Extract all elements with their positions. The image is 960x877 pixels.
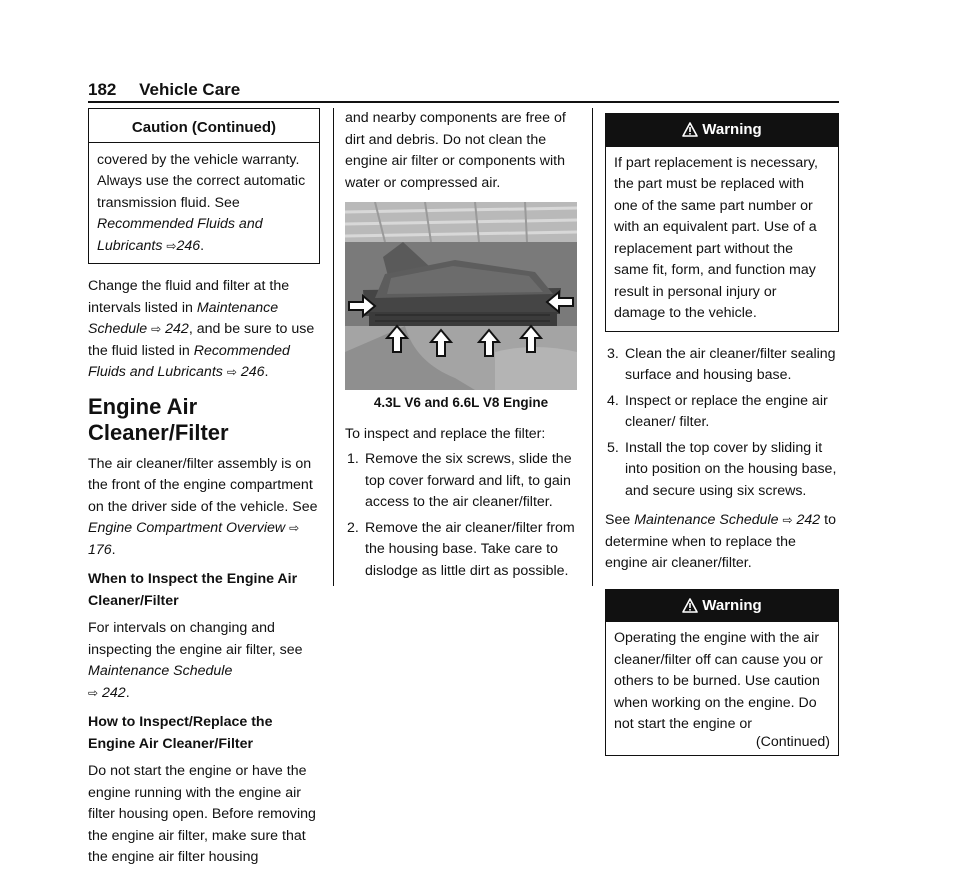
page-ref-icon: ⇨	[782, 513, 793, 527]
maintenance-schedule-link[interactable]: Maintenance Schedule	[88, 299, 279, 337]
continued-label: (Continued)	[755, 733, 830, 750]
warning-box-part-replacement	[605, 113, 839, 332]
engine-compartment-page[interactable]: 176	[88, 541, 112, 558]
caution-title: Caution (Continued)	[89, 109, 319, 143]
step-text: Clean the air cleaner/filter sealing surface and housing base.	[625, 345, 836, 383]
maintenance-schedule-page[interactable]: 242	[102, 684, 126, 701]
warning-text: Operating the engine with the air cleaner/filter off can cause you or others to be burned. Use caution when working on the engine. Do not start the engine or	[614, 630, 823, 732]
step-text: Install the top cover by sliding it into position on the housing base, and secure using six screws.	[625, 439, 837, 499]
step-number: 1.	[347, 451, 359, 467]
subheading-when-inspect: When to Inspect the Engine Air Cleaner/Filter	[88, 571, 298, 609]
fluids-lubricants-link[interactable]: Recommended Fluids and Lubricants	[88, 342, 290, 380]
list-item	[605, 344, 839, 387]
warning-triangle-icon	[682, 598, 698, 613]
column-divider-1	[333, 108, 334, 586]
page-ref-icon: ⇨	[151, 322, 162, 336]
steps-list-1	[345, 449, 577, 582]
column-divider-2	[592, 108, 593, 586]
column-1	[88, 108, 320, 877]
column-2	[345, 108, 577, 590]
running-header	[88, 80, 240, 100]
warning-body: If part replacement is necessary, the part must be replaced with one of the same part number or with an equivalent part. Use of a replacement part without the same fit, form, and function may result in personal injury or damage to the vehicle.	[614, 154, 818, 321]
do-not-start-paragraph: Do not start the engine or have the engine running with the engine air filter housing open. Before removing the engine air filter, make sure that the engine air filter housing	[88, 763, 316, 865]
paragraph-text: Change the fluid and filter at the intervals listed in	[88, 278, 290, 316]
maintenance-schedule-link[interactable]: Maintenance Schedule	[634, 512, 779, 528]
steps-list-2	[605, 344, 839, 503]
list-item	[605, 391, 839, 434]
maintenance-schedule-link[interactable]: Maintenance Schedule	[88, 663, 233, 679]
paragraph-text: to determine when to replace the engine air cleaner/filter.	[605, 512, 836, 571]
warning-title: Warning	[702, 596, 762, 614]
list-item	[345, 449, 577, 514]
page-ref-icon: ⇨	[289, 521, 300, 535]
step-number: 2.	[347, 519, 359, 536]
warning-box-engine-operation	[605, 589, 839, 757]
caution-box	[88, 108, 320, 264]
section-title: Engine Air Cleaner/Filter	[88, 393, 229, 445]
inspect-interval-paragraph: For intervals on changing and inspecting the engine air filter, see Maintenance Schedule ⇨ 242.	[88, 620, 303, 701]
header-rule	[88, 101, 839, 103]
page-ref-icon: ⇨	[88, 685, 99, 700]
list-item	[605, 438, 839, 503]
fluids-lubricants-page[interactable]: 246	[240, 364, 265, 380]
air-cleaner-housing-photo	[345, 202, 577, 390]
figure-caption: 4.3L V6 and 6.6L V8 Engine	[373, 395, 549, 410]
list-item	[345, 518, 577, 583]
page-ref-icon: ⇨	[166, 238, 177, 253]
inspect-replace-intro: To inspect and replace the filter:	[345, 425, 546, 442]
paragraph-text: For intervals on changing and inspecting the engine air filter, see	[88, 620, 303, 658]
warning-title-bar	[606, 114, 838, 147]
caution-body: covered by the vehicle warranty. Always use the correct automatic transmission fluid. See Recommended Fluids and Lubricants ⇨246.	[97, 151, 306, 254]
assembly-location-paragraph: The air cleaner/filter assembly is on the front of the engine compartment on the driver side of the vehicle. See Engine Compartment Overview ⇨ 176.	[88, 455, 318, 558]
page-number: 182	[88, 80, 117, 99]
page-ref-icon: ⇨	[226, 365, 237, 379]
paragraph-text: See	[605, 512, 631, 528]
fluid-interval-paragraph: Change the fluid and filter at the intervals listed in Maintenance Schedule ⇨ 242, and be sure to use the fluid listed in Recommended Fluids and Lubricants ⇨ 246.	[88, 278, 315, 380]
step-number: 3.	[607, 345, 619, 362]
step-number: 4.	[607, 392, 619, 409]
warning-body	[606, 622, 838, 755]
maintenance-schedule-page[interactable]: 242	[165, 321, 189, 337]
engine-compartment-link[interactable]: Engine Compartment Overview	[88, 520, 286, 536]
subheading-how-replace: How to Inspect/Replace the Engine Air Cleaner/Filter	[88, 714, 273, 752]
step-text: Inspect or replace the engine air cleaner/ filter.	[625, 392, 828, 430]
column-3	[605, 108, 839, 768]
caution-ref-page[interactable]: 246	[176, 237, 201, 254]
warning-triangle-icon	[682, 122, 698, 137]
section-name: Vehicle Care	[139, 80, 241, 99]
paragraph-text: The air cleaner/filter assembly is on the front of the engine compartment on the driver side of the vehicle. See	[88, 455, 318, 515]
step-number: 5.	[607, 439, 619, 456]
warning-title-bar	[606, 590, 838, 623]
replace-interval-paragraph	[605, 510, 839, 575]
maintenance-schedule-page[interactable]: 242	[796, 512, 821, 528]
warning-title: Warning	[702, 121, 762, 138]
clean-components-paragraph: and nearby components are free of dirt and debris. Do not clean the engine air filter or components with water or compressed air.	[345, 110, 566, 191]
step-text: Remove the air cleaner/filter from the housing base. Take care to dislodge as little dirt as possible.	[365, 519, 575, 579]
paragraph-text: , and be sure to use the fluid listed in	[88, 321, 315, 359]
caution-ref-link[interactable]: Recommended Fluids and Lubricants	[97, 216, 263, 254]
step-text: Remove the six screws, slide the top cover forward and lift, to gain access to the air cleaner/filter.	[365, 451, 572, 510]
caution-text: covered by the vehicle warranty. Always use the correct automatic transmission fluid. See	[97, 151, 306, 211]
